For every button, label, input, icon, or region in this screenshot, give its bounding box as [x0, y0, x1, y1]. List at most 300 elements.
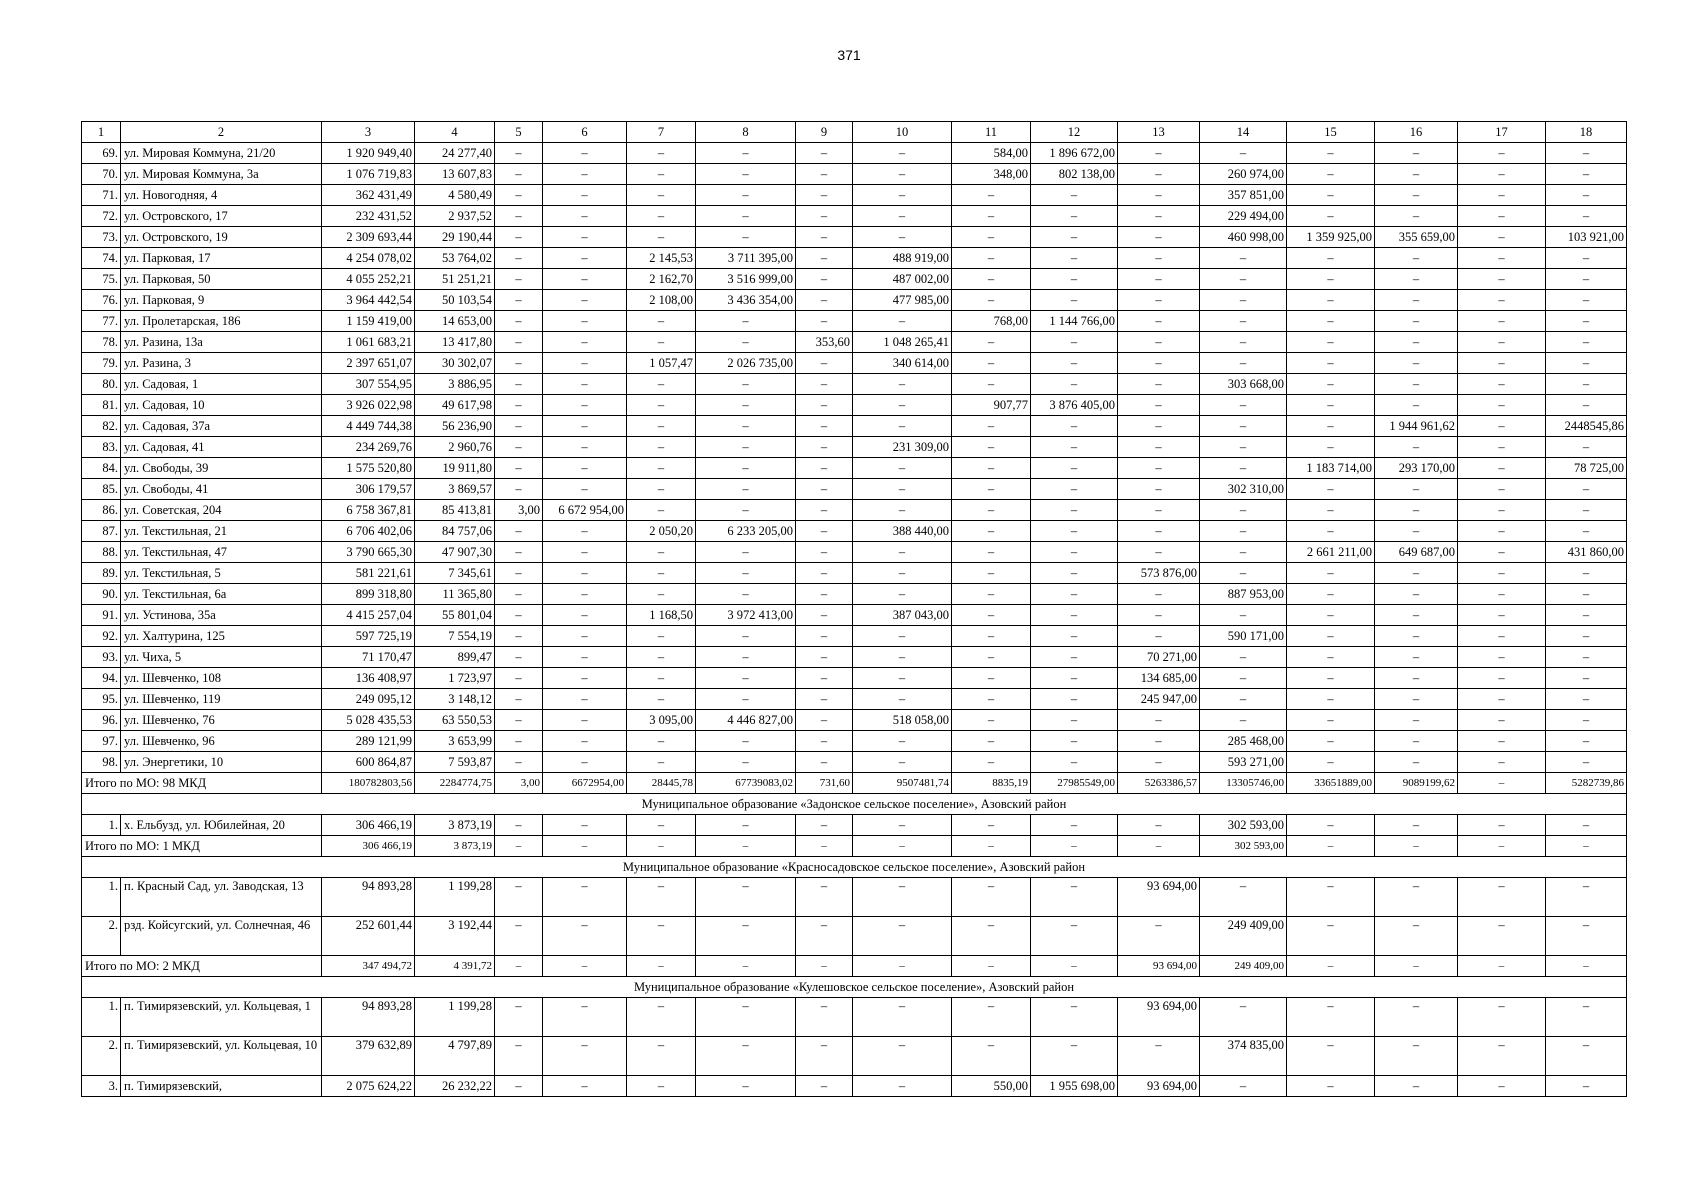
- value-cell: –: [1458, 668, 1546, 689]
- value-cell: –: [853, 1037, 952, 1076]
- value-cell: –: [495, 395, 543, 416]
- value-cell: –: [1546, 563, 1627, 584]
- address-cell: ул. Текстильная, 5: [121, 563, 322, 584]
- value-cell: –: [1031, 353, 1118, 374]
- table-row: [82, 458, 1627, 479]
- column-number-cell: 12: [1031, 122, 1118, 143]
- total-value-cell: 13305746,00: [1200, 773, 1287, 794]
- value-cell: 3 964 442,54: [322, 290, 415, 311]
- table-body: [82, 122, 1627, 1097]
- value-cell: –: [495, 185, 543, 206]
- value-cell: –: [1546, 269, 1627, 290]
- value-cell: –: [1287, 1076, 1375, 1097]
- value-cell: –: [1375, 689, 1458, 710]
- value-cell: –: [627, 1037, 696, 1076]
- table-row: [82, 710, 1627, 731]
- value-cell: –: [1458, 584, 1546, 605]
- value-cell: –: [627, 647, 696, 668]
- column-number-row: [82, 122, 1627, 143]
- value-cell: 94 893,28: [322, 878, 415, 917]
- table-row: [82, 479, 1627, 500]
- value-cell: –: [853, 206, 952, 227]
- row-number-cell: 94.: [82, 668, 121, 689]
- value-cell: –: [1458, 143, 1546, 164]
- value-cell: –: [1031, 815, 1118, 836]
- value-cell: –: [696, 143, 796, 164]
- value-cell: –: [1287, 164, 1375, 185]
- value-cell: –: [1031, 1037, 1118, 1076]
- total-value-cell: –: [1375, 836, 1458, 857]
- value-cell: –: [853, 500, 952, 521]
- value-cell: 19 911,80: [415, 458, 495, 479]
- value-cell: 1 144 766,00: [1031, 311, 1118, 332]
- value-cell: 487 002,00: [853, 269, 952, 290]
- address-cell: ул. Садовая, 41: [121, 437, 322, 458]
- value-cell: –: [495, 269, 543, 290]
- total-value-cell: 93 694,00: [1118, 956, 1200, 977]
- address-cell: п. Тимирязевский, ул. Кольцевая, 10: [121, 1037, 322, 1076]
- value-cell: –: [495, 290, 543, 311]
- total-value-cell: 5282739,86: [1546, 773, 1627, 794]
- value-cell: 593 271,00: [1200, 752, 1287, 773]
- total-value-cell: 347 494,72: [322, 956, 415, 977]
- total-value-cell: 6672954,00: [543, 773, 627, 794]
- address-cell: ул. Парковая, 50: [121, 269, 322, 290]
- value-cell: 306 466,19: [322, 815, 415, 836]
- value-cell: 3 926 022,98: [322, 395, 415, 416]
- value-cell: –: [1375, 332, 1458, 353]
- address-cell: п. Красный Сад, ул. Заводская, 13: [121, 878, 322, 917]
- value-cell: –: [796, 878, 853, 917]
- value-cell: –: [543, 917, 627, 956]
- value-cell: –: [1200, 353, 1287, 374]
- value-cell: –: [1031, 626, 1118, 647]
- value-cell: –: [1200, 998, 1287, 1037]
- value-cell: –: [627, 731, 696, 752]
- value-cell: –: [853, 479, 952, 500]
- total-value-cell: 8835,19: [952, 773, 1031, 794]
- value-cell: –: [952, 815, 1031, 836]
- address-cell: ул. Шевченко, 76: [121, 710, 322, 731]
- value-cell: –: [495, 353, 543, 374]
- value-cell: 518 058,00: [853, 710, 952, 731]
- value-cell: 3 873,19: [415, 815, 495, 836]
- value-cell: –: [1375, 206, 1458, 227]
- address-cell: ул. Текстильная, 6а: [121, 584, 322, 605]
- value-cell: –: [1200, 647, 1287, 668]
- value-cell: –: [696, 815, 796, 836]
- value-cell: –: [1375, 437, 1458, 458]
- value-cell: –: [495, 626, 543, 647]
- table-row: [82, 521, 1627, 542]
- value-cell: –: [1458, 878, 1546, 917]
- table-row: [82, 248, 1627, 269]
- value-cell: –: [952, 374, 1031, 395]
- value-cell: –: [853, 878, 952, 917]
- value-cell: –: [1287, 290, 1375, 311]
- value-cell: –: [1546, 395, 1627, 416]
- register-table: [81, 121, 1627, 1097]
- total-value-cell: –: [1031, 956, 1118, 977]
- value-cell: –: [1375, 878, 1458, 917]
- value-cell: –: [696, 479, 796, 500]
- total-value-cell: 306 466,19: [322, 836, 415, 857]
- value-cell: 2 050,20: [627, 521, 696, 542]
- value-cell: 13 417,80: [415, 332, 495, 353]
- total-value-cell: 28445,78: [627, 773, 696, 794]
- value-cell: 5 028 435,53: [322, 710, 415, 731]
- table-row: [82, 416, 1627, 437]
- value-cell: –: [543, 878, 627, 917]
- value-cell: –: [952, 248, 1031, 269]
- value-cell: –: [1546, 479, 1627, 500]
- value-cell: –: [1287, 521, 1375, 542]
- value-cell: –: [853, 563, 952, 584]
- value-cell: –: [796, 290, 853, 311]
- column-number-cell: 8: [696, 122, 796, 143]
- value-cell: –: [1200, 458, 1287, 479]
- value-cell: –: [952, 185, 1031, 206]
- value-cell: 584,00: [952, 143, 1031, 164]
- value-cell: 30 302,07: [415, 353, 495, 374]
- value-cell: –: [1375, 647, 1458, 668]
- address-cell: ул. Разина, 3: [121, 353, 322, 374]
- value-cell: 1 575 520,80: [322, 458, 415, 479]
- value-cell: –: [796, 479, 853, 500]
- value-cell: –: [543, 332, 627, 353]
- value-cell: 2 145,53: [627, 248, 696, 269]
- value-cell: –: [696, 563, 796, 584]
- value-cell: –: [1287, 668, 1375, 689]
- value-cell: –: [1546, 374, 1627, 395]
- value-cell: –: [796, 416, 853, 437]
- value-cell: –: [1458, 395, 1546, 416]
- row-number-cell: 69.: [82, 143, 121, 164]
- page-number: 371: [837, 47, 861, 63]
- address-cell: ул. Шевченко, 96: [121, 731, 322, 752]
- value-cell: 11 365,80: [415, 584, 495, 605]
- value-cell: –: [1458, 374, 1546, 395]
- value-cell: –: [1118, 227, 1200, 248]
- value-cell: –: [1546, 1076, 1627, 1097]
- value-cell: –: [1118, 332, 1200, 353]
- value-cell: –: [543, 710, 627, 731]
- value-cell: –: [1375, 998, 1458, 1037]
- value-cell: –: [1200, 563, 1287, 584]
- value-cell: –: [543, 290, 627, 311]
- address-cell: ул. Разина, 13а: [121, 332, 322, 353]
- row-number-cell: 73.: [82, 227, 121, 248]
- value-cell: 1 199,28: [415, 878, 495, 917]
- column-number-cell: 2: [121, 122, 322, 143]
- value-cell: 340 614,00: [853, 353, 952, 374]
- value-cell: –: [1031, 998, 1118, 1037]
- value-cell: –: [952, 626, 1031, 647]
- total-value-cell: –: [1287, 956, 1375, 977]
- value-cell: –: [1031, 731, 1118, 752]
- value-cell: –: [1375, 185, 1458, 206]
- value-cell: 103 921,00: [1546, 227, 1627, 248]
- value-cell: 29 190,44: [415, 227, 495, 248]
- value-cell: –: [627, 998, 696, 1037]
- row-number-cell: 86.: [82, 500, 121, 521]
- value-cell: –: [1546, 311, 1627, 332]
- value-cell: –: [1546, 332, 1627, 353]
- value-cell: –: [1546, 998, 1627, 1037]
- value-cell: –: [495, 437, 543, 458]
- value-cell: –: [495, 647, 543, 668]
- value-cell: –: [853, 416, 952, 437]
- row-number-cell: 82.: [82, 416, 121, 437]
- value-cell: –: [1458, 563, 1546, 584]
- value-cell: –: [952, 668, 1031, 689]
- address-cell: ул. Энергетики, 10: [121, 752, 322, 773]
- value-cell: –: [1375, 1037, 1458, 1076]
- value-cell: 3 972 413,00: [696, 605, 796, 626]
- value-cell: –: [1546, 500, 1627, 521]
- value-cell: –: [1458, 998, 1546, 1037]
- value-cell: –: [495, 227, 543, 248]
- address-cell: ул. Мировая Коммуна, 3а: [121, 164, 322, 185]
- value-cell: 460 998,00: [1200, 227, 1287, 248]
- value-cell: 245 947,00: [1118, 689, 1200, 710]
- value-cell: –: [1031, 710, 1118, 731]
- value-cell: –: [1031, 689, 1118, 710]
- value-cell: –: [1546, 626, 1627, 647]
- value-cell: –: [952, 647, 1031, 668]
- table-row: [82, 689, 1627, 710]
- value-cell: –: [853, 689, 952, 710]
- value-cell: 3 516 999,00: [696, 269, 796, 290]
- value-cell: –: [1546, 584, 1627, 605]
- row-number-cell: 75.: [82, 269, 121, 290]
- value-cell: 353,60: [796, 332, 853, 353]
- value-cell: –: [1287, 710, 1375, 731]
- value-cell: –: [853, 626, 952, 647]
- row-number-cell: 71.: [82, 185, 121, 206]
- value-cell: 6 706 402,06: [322, 521, 415, 542]
- table-row: [82, 584, 1627, 605]
- value-cell: 550,00: [952, 1076, 1031, 1097]
- value-cell: 348,00: [952, 164, 1031, 185]
- value-cell: 1 061 683,21: [322, 332, 415, 353]
- value-cell: –: [696, 185, 796, 206]
- table-row: [82, 437, 1627, 458]
- address-cell: рзд. Койсугский, ул. Солнечная, 46: [121, 917, 322, 956]
- value-cell: –: [1200, 500, 1287, 521]
- value-cell: –: [853, 998, 952, 1037]
- value-cell: –: [1546, 710, 1627, 731]
- value-cell: –: [1287, 731, 1375, 752]
- value-cell: –: [495, 374, 543, 395]
- value-cell: –: [1118, 269, 1200, 290]
- value-cell: –: [696, 164, 796, 185]
- row-number-cell: 78.: [82, 332, 121, 353]
- value-cell: –: [1200, 1076, 1287, 1097]
- value-cell: –: [796, 752, 853, 773]
- row-number-cell: 88.: [82, 542, 121, 563]
- value-cell: –: [1287, 374, 1375, 395]
- value-cell: –: [543, 311, 627, 332]
- value-cell: –: [627, 164, 696, 185]
- value-cell: –: [853, 164, 952, 185]
- value-cell: –: [1200, 521, 1287, 542]
- value-cell: –: [543, 479, 627, 500]
- value-cell: –: [495, 206, 543, 227]
- value-cell: –: [495, 311, 543, 332]
- value-cell: –: [1458, 815, 1546, 836]
- total-value-cell: –: [853, 836, 952, 857]
- value-cell: 2 162,70: [627, 269, 696, 290]
- value-cell: –: [1118, 605, 1200, 626]
- value-cell: –: [1118, 917, 1200, 956]
- column-number-cell: 13: [1118, 122, 1200, 143]
- value-cell: 7 554,19: [415, 626, 495, 647]
- value-cell: –: [1031, 563, 1118, 584]
- row-number-cell: 83.: [82, 437, 121, 458]
- value-cell: 234 269,76: [322, 437, 415, 458]
- value-cell: –: [1458, 479, 1546, 500]
- value-cell: –: [696, 206, 796, 227]
- total-value-cell: 731,60: [796, 773, 853, 794]
- column-number-cell: 3: [322, 122, 415, 143]
- value-cell: 285 468,00: [1200, 731, 1287, 752]
- value-cell: 1 944 961,62: [1375, 416, 1458, 437]
- value-cell: –: [627, 542, 696, 563]
- value-cell: 581 221,61: [322, 563, 415, 584]
- value-cell: 85 413,81: [415, 500, 495, 521]
- value-cell: –: [696, 458, 796, 479]
- value-cell: –: [1031, 458, 1118, 479]
- value-cell: –: [952, 998, 1031, 1037]
- value-cell: –: [1287, 332, 1375, 353]
- total-label: Итого по МО: 2 МКД: [82, 956, 322, 977]
- value-cell: –: [796, 542, 853, 563]
- total-value-cell: –: [696, 956, 796, 977]
- value-cell: –: [543, 815, 627, 836]
- value-cell: –: [952, 752, 1031, 773]
- value-cell: –: [495, 917, 543, 956]
- value-cell: –: [696, 689, 796, 710]
- value-cell: –: [696, 626, 796, 647]
- total-value-cell: 5263386,57: [1118, 773, 1200, 794]
- value-cell: –: [627, 458, 696, 479]
- value-cell: –: [543, 437, 627, 458]
- total-value-cell: –: [796, 956, 853, 977]
- value-cell: 1 183 714,00: [1287, 458, 1375, 479]
- value-cell: 84 757,06: [415, 521, 495, 542]
- value-cell: –: [1118, 479, 1200, 500]
- value-cell: 3 192,44: [415, 917, 495, 956]
- row-number-cell: 95.: [82, 689, 121, 710]
- total-value-cell: 67739083,02: [696, 773, 796, 794]
- value-cell: –: [952, 542, 1031, 563]
- value-cell: –: [1031, 185, 1118, 206]
- value-cell: –: [1118, 290, 1200, 311]
- total-value-cell: –: [495, 956, 543, 977]
- value-cell: –: [627, 416, 696, 437]
- value-cell: –: [1031, 479, 1118, 500]
- value-cell: –: [853, 917, 952, 956]
- value-cell: –: [543, 353, 627, 374]
- total-row: [82, 773, 1627, 794]
- value-cell: –: [796, 647, 853, 668]
- value-cell: 600 864,87: [322, 752, 415, 773]
- value-cell: –: [495, 248, 543, 269]
- value-cell: –: [1458, 752, 1546, 773]
- value-cell: –: [627, 143, 696, 164]
- total-value-cell: –: [627, 836, 696, 857]
- value-cell: –: [853, 542, 952, 563]
- value-cell: 2 937,52: [415, 206, 495, 227]
- table-row: [82, 500, 1627, 521]
- column-number-cell: 10: [853, 122, 952, 143]
- value-cell: –: [1200, 416, 1287, 437]
- value-cell: –: [796, 164, 853, 185]
- value-cell: 56 236,90: [415, 416, 495, 437]
- value-cell: 3 886,95: [415, 374, 495, 395]
- value-cell: –: [1118, 416, 1200, 437]
- value-cell: 1 159 419,00: [322, 311, 415, 332]
- value-cell: –: [796, 311, 853, 332]
- column-number-cell: 5: [495, 122, 543, 143]
- value-cell: –: [1118, 395, 1200, 416]
- value-cell: –: [1458, 269, 1546, 290]
- value-cell: –: [495, 542, 543, 563]
- value-cell: –: [1031, 206, 1118, 227]
- column-number-cell: 1: [82, 122, 121, 143]
- value-cell: –: [1118, 710, 1200, 731]
- value-cell: –: [796, 269, 853, 290]
- value-cell: –: [495, 878, 543, 917]
- value-cell: –: [543, 563, 627, 584]
- value-cell: 136 408,97: [322, 668, 415, 689]
- value-cell: 357 851,00: [1200, 185, 1287, 206]
- total-value-cell: –: [1375, 956, 1458, 977]
- table-row: [82, 290, 1627, 311]
- value-cell: –: [627, 668, 696, 689]
- value-cell: –: [1118, 521, 1200, 542]
- value-cell: –: [696, 332, 796, 353]
- value-cell: 3 711 395,00: [696, 248, 796, 269]
- value-cell: –: [1458, 500, 1546, 521]
- row-number-cell: 97.: [82, 731, 121, 752]
- value-cell: –: [1546, 1037, 1627, 1076]
- value-cell: –: [1118, 731, 1200, 752]
- value-cell: –: [952, 605, 1031, 626]
- address-cell: ул. Мировая Коммуна, 21/20: [121, 143, 322, 164]
- value-cell: –: [1118, 164, 1200, 185]
- value-cell: 7 593,87: [415, 752, 495, 773]
- value-cell: 6 672 954,00: [543, 500, 627, 521]
- value-cell: –: [952, 500, 1031, 521]
- table-row: [82, 311, 1627, 332]
- value-cell: 94 893,28: [322, 998, 415, 1037]
- value-cell: –: [543, 998, 627, 1037]
- value-cell: –: [1031, 878, 1118, 917]
- value-cell: –: [796, 584, 853, 605]
- value-cell: –: [543, 248, 627, 269]
- value-cell: 2 960,76: [415, 437, 495, 458]
- value-cell: –: [1287, 563, 1375, 584]
- value-cell: 4 446 827,00: [696, 710, 796, 731]
- value-cell: –: [1287, 248, 1375, 269]
- value-cell: –: [1118, 185, 1200, 206]
- value-cell: 590 171,00: [1200, 626, 1287, 647]
- total-value-cell: 27985549,00: [1031, 773, 1118, 794]
- value-cell: 2448545,86: [1546, 416, 1627, 437]
- value-cell: 4 254 078,02: [322, 248, 415, 269]
